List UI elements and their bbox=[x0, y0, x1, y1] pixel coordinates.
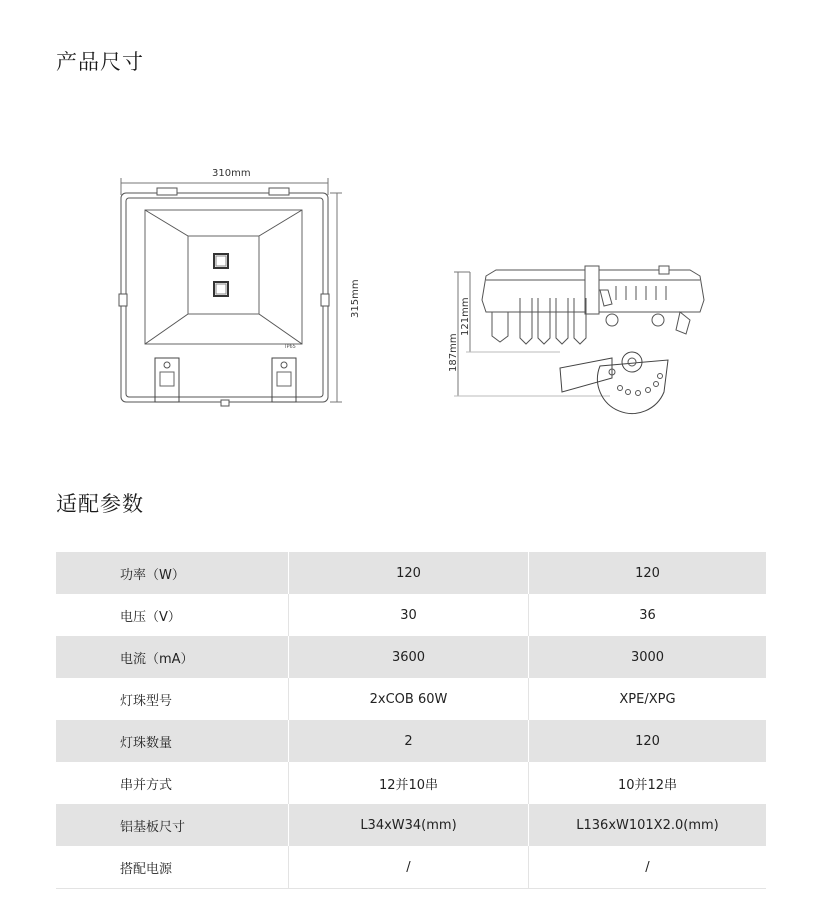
table-row bbox=[56, 846, 766, 889]
width-dimension-label: 310mm bbox=[212, 168, 251, 179]
table-row bbox=[56, 552, 766, 594]
row-value-col2: / bbox=[529, 846, 767, 889]
row-label: 串并方式 bbox=[56, 762, 289, 804]
row-value-col1: 30 bbox=[289, 594, 529, 636]
table-row bbox=[56, 762, 766, 804]
row-label: 电流（mA） bbox=[56, 636, 289, 678]
side-body-height-label: 121mm bbox=[460, 297, 471, 336]
row-value-col2: 3000 bbox=[529, 636, 767, 678]
table-row bbox=[56, 720, 766, 762]
ip-rating-mark: IP65 bbox=[285, 344, 296, 350]
spec-table bbox=[56, 552, 766, 889]
row-value-col2: XPE/XPG bbox=[529, 678, 767, 720]
row-label: 灯珠型号 bbox=[56, 678, 289, 720]
side-total-height-label: 187mm bbox=[448, 333, 459, 372]
front-view bbox=[119, 178, 342, 406]
row-value-col1: 12并10串 bbox=[289, 762, 529, 804]
params-section-title: 适配参数 bbox=[56, 492, 144, 516]
row-value-col1: L34xW34(mm) bbox=[289, 804, 529, 846]
row-value-col1: 2xCOB 60W bbox=[289, 678, 529, 720]
row-value-col2: 120 bbox=[529, 720, 767, 762]
row-label: 铝基板尺寸 bbox=[56, 804, 289, 846]
dimensions-section-title: 产品尺寸 bbox=[56, 50, 144, 74]
row-value-col1: / bbox=[289, 846, 529, 889]
row-value-col2: 120 bbox=[529, 552, 767, 594]
row-value-col1: 3600 bbox=[289, 636, 529, 678]
row-value-col2: 36 bbox=[529, 594, 767, 636]
row-value-col2: 10并12串 bbox=[529, 762, 767, 804]
table-row bbox=[56, 804, 766, 846]
row-label: 灯珠数量 bbox=[56, 720, 289, 762]
row-label: 功率（W） bbox=[56, 552, 289, 594]
table-row bbox=[56, 594, 766, 636]
row-value-col1: 2 bbox=[289, 720, 529, 762]
row-label: 搭配电源 bbox=[56, 846, 289, 889]
row-value-col2: L136xW101X2.0(mm) bbox=[529, 804, 767, 846]
table-row bbox=[56, 636, 766, 678]
table-row bbox=[56, 678, 766, 720]
row-label: 电压（V） bbox=[56, 594, 289, 636]
side-view bbox=[454, 266, 704, 414]
height-dimension-label: 315mm bbox=[350, 279, 361, 318]
row-value-col1: 120 bbox=[289, 552, 529, 594]
